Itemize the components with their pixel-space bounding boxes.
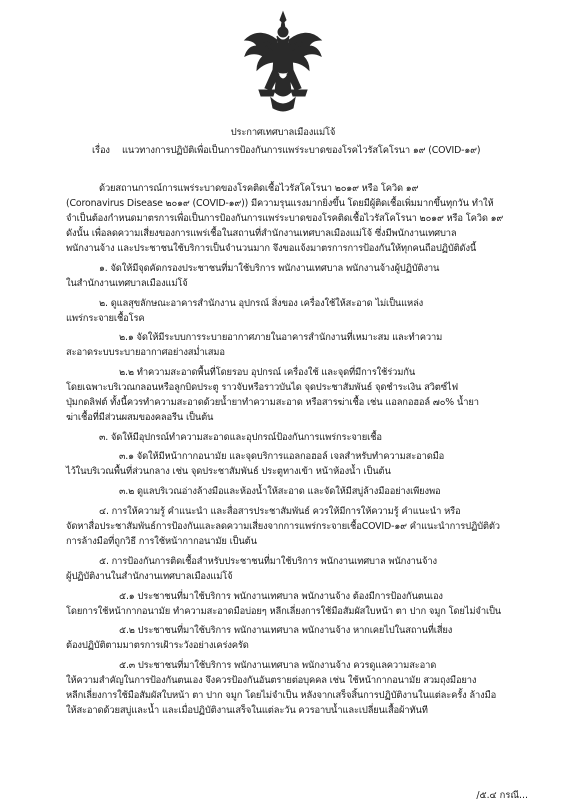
item-3: ๓. จัดให้มีอุปกรณ์ทำความสะอาดและอุปกรณ์ป้องกันการแพร่กระจายเชื้อ [99,432,382,443]
continuation-marker: /๕.๔ กรณี... [476,790,528,801]
item-2: ๒. ดูแลสุขลักษณะอาคารสำนักงาน อุปกรณ์ สิ่งของ เครื่องใช้ให้สะอาด ไม่เป็นแหล่ง [99,298,424,309]
item-2-1-cont: สะอาดระบบระบายอากาศอย่างสม่ำเสมอ [66,347,225,358]
item-2-2: ๒.๒ ทำความสะอาดพื้นที่โดยรอบ อุปกรณ์ เครื่องใช้ และจุดที่มีการใช้ร่วมกัน [119,367,416,378]
subject-label: เรื่อง [92,145,110,156]
item-2-1: ๒.๑ จัดให้มีระบบการระบายอากาศภายในอาคารสำนักงานที่เหมาะสม และทำความ [119,332,443,343]
item-5-cont: ผู้ปฏิบัติงานในสำนักงานเทศบาลเมืองแม่โจ้ [66,571,233,582]
item-4-cont: การล้างมือที่ถูกวิธี การใช้หน้ากากอนามัย เป็นต้น [66,536,257,547]
item-4: ๔. การให้ความรู้ คำแนะนำ และสื่อสารประชาสัมพันธ์ ควรให้มีการให้ความรู้ คำแนะนำ หรือ [99,506,461,517]
item-5-2-cont: ต้องปฏิบัติตามมาตรการเฝ้าระวังอย่างเคร่งครัด [66,640,249,651]
document-issuer: ประกาศเทศบาลเมืองแม่โจ้ [230,127,336,138]
item-3-1-cont: ไว้ในบริเวณพื้นที่ส่วนกลาง เช่น จุดประชาสัมพันธ์ ประตูทางเข้า หน้าห้องน้ำ เป็นต้น [66,466,391,477]
item-4-cont: จัดหาสื่อประชาสัมพันธ์การป้องกันและลดความเสี่ยงจากการแพร่กระจายเชื้อCOVID-๑๙ คำแนะนำการปฏิบัติตัว [66,521,500,532]
item-3-2: ๓.๒ ดูแลบริเวณอ่างล้างมือและห้องน้ำให้สะอาด และจัดให้มีสบู่ล้างมืออย่างเพียงพอ [119,486,441,497]
item-5-2: ๕.๒ ประชาชนที่มาใช้บริการ พนักงานเทศบาล พนักงานจ้าง หากเคยไปในสถานที่เสี่ยง [119,625,453,636]
document-subject: แนวทางการปฏิบัติเพื่อเป็นการป้องกันการแพร่ระบาดของโรคไวรัสโคโรนา ๑๙ (COVID-๑๙) [122,145,481,156]
intro-line: จำเป็นต้องกำหนดมาตรการเพื่อเป็นการป้องกันการแพร่ระบาดของโรคติดเชื้อไวรัสโคโรนา ๒๐๑๙ หรือ โควิด ๑๙ [66,213,504,224]
garuda-emblem-icon [241,10,325,114]
item-5: ๕. การป้องกันการติดเชื้อสำหรับประชาชนที่มาใช้บริการ พนักงานเทศบาล พนักงานจ้าง [99,556,437,567]
item-1: ๑. จัดให้มีจุดคัดกรองประชาชนที่มาใช้บริการ พนักงานเทศบาล พนักงานจ้างผู้ปฏิบัติงาน [99,263,440,274]
item-1-cont: ในสำนักงานเทศบาลเมืองแม่โจ้ [66,278,188,289]
intro-line: ด้วยสถานการณ์การแพร่ระบาดของโรคติดเชื้อไวรัสโคโรนา ๒๐๑๙ หรือ โควิด ๑๙ [99,183,419,194]
item-2-cont: แพร่กระจายเชื้อโรค [66,313,145,324]
intro-line: ดังนั้น เพื่อลดความเสี่ยงของการแพร่เชื้อในสถานที่สำนักงานเทศบาลเมืองแม่โจ้ ซึ่งมีพนักงานเทศบาล [66,228,457,239]
item-5-3-cont: หลีกเลี่ยงการใช้มือสัมผัสใบหน้า ตา ปาก จมูก โดยไม่จำเป็น หลังจากเสร็จสิ้นการปฏิบัติงานในแต่ละครั้ง ล้างมือ [66,690,497,701]
item-2-2-cont: ฆ่าเชื้อที่มีส่วนผสมของคลอรีน เป็นต้น [66,412,214,423]
item-3-1: ๓.๑ จัดให้มีหน้ากากอนามัย และจุดบริการแอลกอฮอล์ เจลสำหรับทำความสะอาดมือ [119,451,445,462]
item-5-3: ๕.๓ ประชาชนที่มาใช้บริการ พนักงานเทศบาล พนักงานจ้าง ควรดูแลความสะอาด [119,660,437,671]
intro-line: (Coronavirus Disease ๒๐๑๙ (COVID-๑๙)) มีความรุนแรงมากยิ่งขึ้น โดยมีผู้ติดเชื้อเพิ่มมากขึ้นทุกวัน ทำให้ [66,198,494,209]
intro-line: พนักงานจ้าง และประชาชนใช้บริการเป็นจำนวนมาก จึงขอแจ้งมาตรการการป้องกันให้ทุกคนถือปฏิบัติดังนี้ [66,243,477,254]
item-5-1-cont: โดยการใช้หน้ากากอนามัย ทำความสะอาดมือบ่อยๆ หลีกเลี่ยงการใช้มือสัมผัสใบหน้า ตา ปาก จมูก โดยไม่จำเป็น [66,606,502,617]
item-5-3-cont: ให้สะอาดด้วยสบู่และน้ำ และเมื่อปฏิบัติงานเสร็จในแต่ละวัน ควรอาบน้ำและเปลี่ยนเสื้อผ้าทันที [66,705,428,716]
item-2-2-cont: ปุ่มกดลิฟต์ ทั้งนี้ควรทำความสะอาดด้วยน้ำยาทำความสะอาด หรือสารฆ่าเชื้อ เช่น แอลกอฮอล์ ๗๐% น้ำยา [66,397,479,408]
item-5-1: ๕.๑ ประชาชนที่มาใช้บริการ พนักงานเทศบาล พนักงานจ้าง ต้องมีการป้องกันตนเอง [119,591,443,602]
item-2-2-cont: โดยเฉพาะบริเวณกลอนหรือลูกบิดประตู ราวจับหรือราวบันได จุดประชาสัมพันธ์ จุดชำระเงิน สวิตซ์ไฟ [66,382,458,393]
item-5-3-cont: ให้ความสำคัญในการป้องกันตนเอง จึงควรป้องกันอันตรายต่อบุคคล เช่น ใช้หน้ากากอนามัย สวมถุงมือยาง [66,675,477,686]
